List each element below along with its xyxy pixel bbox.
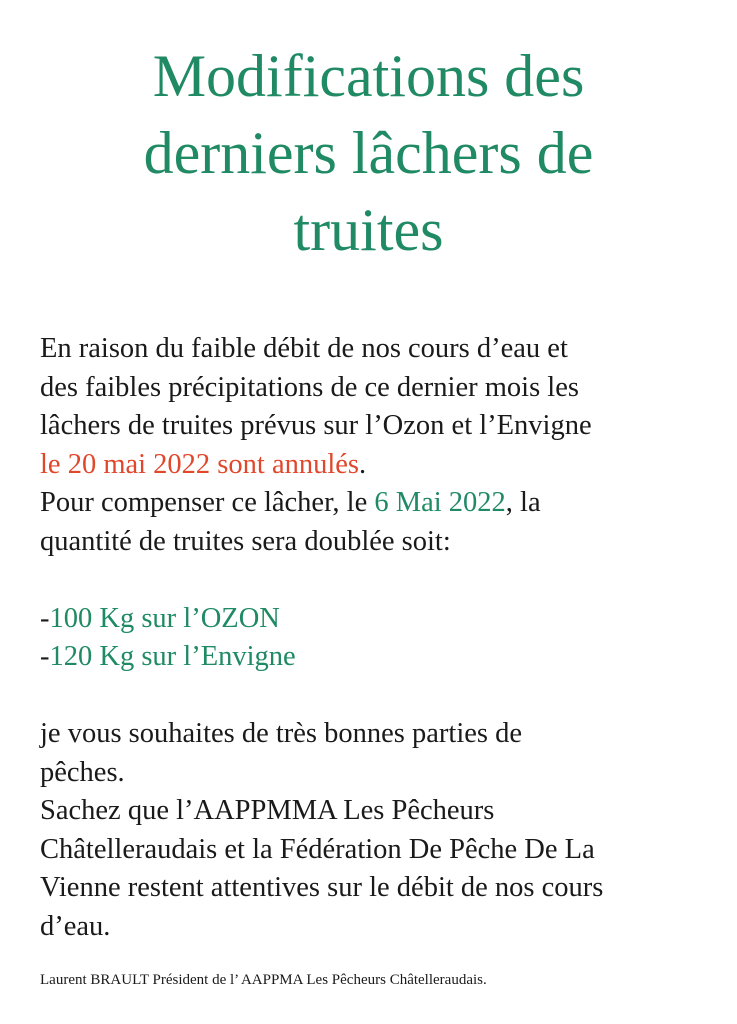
body-line: lâchers de truites prévus sur l’Ozon et l’Envigne (40, 410, 592, 441)
announcement-body (40, 330, 705, 946)
spacer (40, 561, 705, 600)
quantity-dash: - (40, 602, 50, 634)
title-line: derniers lâchers de (143, 120, 594, 186)
page-title (40, 38, 697, 269)
body-text-fragment: Pour compenser ce lâcher, le (40, 487, 375, 518)
body-line: En raison du faible débit de nos cours d’eau et (40, 333, 568, 364)
title-line: Modifications des (152, 43, 585, 109)
body-line: Châtelleraudais et la Fédération De Pêche De La (40, 833, 595, 865)
quantity-item (40, 638, 705, 677)
new-date-text: 6 Mai 2022 (374, 487, 506, 518)
title-line: truites (293, 197, 444, 263)
body-text-fragment: . (359, 448, 367, 480)
spacer (40, 677, 705, 716)
cancelled-date-text: le 20 mai 2022 sont annulés (40, 448, 359, 480)
body-line: d’eau. (40, 910, 111, 942)
quantity-item (40, 600, 705, 639)
quantity-text: 100 Kg sur l’OZON (49, 602, 280, 634)
body-text-fragment: , la (505, 487, 541, 518)
body-line: quantité de truites sera doublée soit: (40, 525, 451, 557)
quantity-dash: - (40, 641, 50, 672)
body-line: pêches. (40, 756, 125, 788)
body-line (40, 446, 705, 485)
body-line: des faibles précipitations de ce dernier mois les (40, 371, 579, 403)
body-line: Sachez que l’AAPPMMA Les Pêcheurs (40, 795, 495, 826)
signature: Laurent BRAULT Président de l’ AAPPMA Les Pêcheurs Châtelleraudais. (40, 972, 487, 988)
quantity-text: 120 Kg sur l’Envigne (49, 641, 296, 672)
body-line: Vienne restent attentives sur le débit de nos cours (40, 872, 604, 903)
body-line (40, 484, 705, 523)
body-line: je vous souhaites de très bonnes parties de (40, 718, 523, 749)
